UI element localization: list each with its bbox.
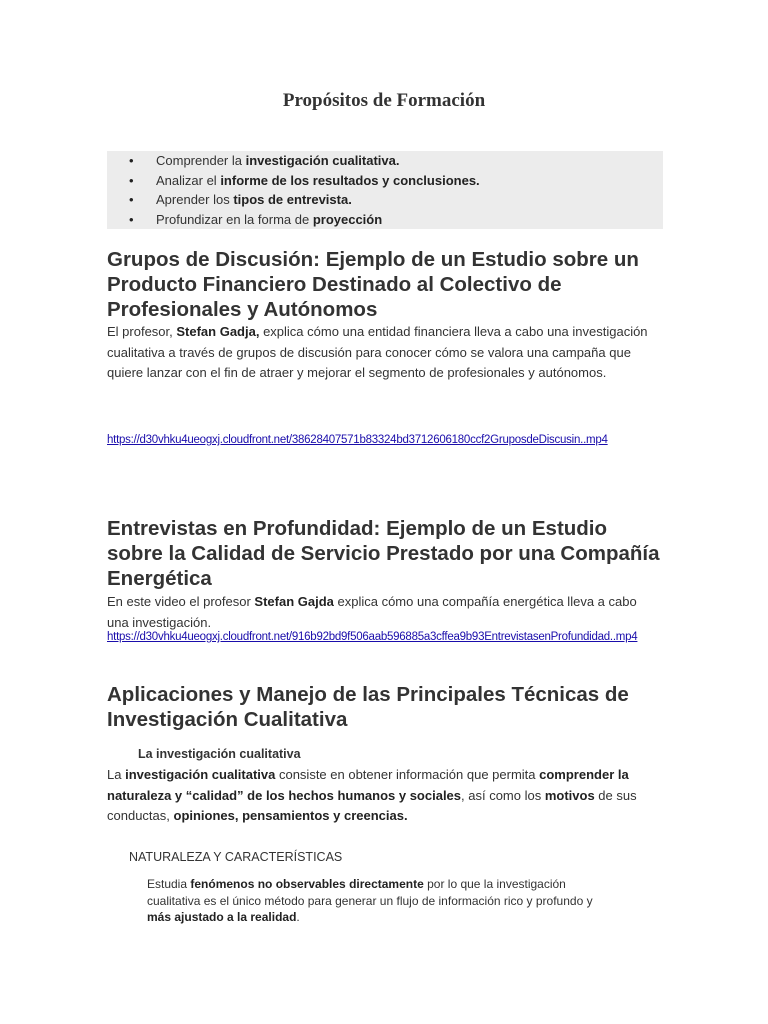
- goal-text: Comprender la: [156, 153, 246, 168]
- paragraph-text: por lo que la investigación cualitativa es el único método para generar un flujo de información rico y profundo y: [147, 877, 593, 908]
- author-name: Stefan Gajda: [254, 594, 334, 609]
- author-name: Stefan Gadja,: [176, 324, 260, 339]
- paragraph-text: , así como los: [461, 787, 545, 803]
- section-paragraph-grupos: [107, 322, 657, 384]
- list-item: [107, 190, 663, 210]
- list-item: [107, 210, 663, 230]
- paragraph-text: Estudia: [147, 877, 191, 891]
- section-heading-grupos: Grupos de Discusión: Ejemplo de un Estudio sobre un Producto Financiero Destinado al Colectivo de Profesionales y Autónomos: [107, 248, 639, 321]
- paragraph-text: El profesor,: [107, 324, 177, 339]
- goal-text: Profundizar en la forma de: [156, 211, 313, 227]
- paragraph-text: La: [107, 767, 126, 782]
- caps-heading-naturaleza: NATURALEZA Y CARACTERÍSTICAS: [129, 850, 343, 864]
- goal-text: Analizar el: [156, 172, 221, 188]
- paragraph-text: explica cómo una compañía energética lleva a cabo una investigación.: [107, 594, 637, 630]
- paragraph-text: consiste en obtener información que permita: [275, 767, 540, 782]
- paragraph-text: explica cómo una entidad financiera lleva a cabo una investigación cualitativa a través de grupos de discusión para conocer cómo se valora una campaña que quiere lanzar con el fin de atraer y mejorar el segmento de profesionales y autónomos.: [107, 324, 648, 380]
- video-link-grupos[interactable]: https://d30vhku4ueogxj.cloudfront.net/38628407571b83324bd3712606180ccf2GruposdeDiscusin..mp4: [107, 434, 608, 446]
- goal-text: Aprender los: [156, 192, 234, 207]
- paragraph-text: En este video el profesor: [107, 594, 255, 609]
- paragraph-bold: comprender la naturaleza y “calidad” de los hechos humanos y sociales: [107, 767, 629, 803]
- paragraph-bold: fenómenos no observables directamente: [190, 877, 424, 891]
- section-paragraph-investigacion: [107, 765, 637, 827]
- page-title: Propósitos de Formación: [282, 90, 486, 111]
- section-heading-entrevistas: Entrevistas en Profundidad: Ejemplo de un Estudio sobre la Calidad de Servicio Prestado por una Compañía Energética: [107, 517, 660, 590]
- paragraph-text: de sus conductas,: [107, 787, 637, 823]
- paragraph-naturaleza: [147, 876, 617, 926]
- list-item: [107, 171, 663, 191]
- paragraph-bold: motivos: [544, 787, 595, 803]
- paragraph-text: .: [296, 910, 300, 924]
- goal-bold: investigación cualitativa.: [245, 153, 400, 168]
- paragraph-bold: investigación cualitativa: [125, 767, 276, 782]
- paragraph-bold: más ajustado a la realidad: [147, 910, 297, 924]
- training-goals-list: [107, 151, 663, 229]
- video-link-entrevistas[interactable]: https://d30vhku4ueogxj.cloudfront.net/916b92bd9f506aab596885a3cffea9b93EntrevistasenProfundidad..mp4: [107, 631, 638, 643]
- paragraph-bold: opiniones, pensamientos y creencias.: [173, 808, 408, 823]
- goal-bold: informe de los resultados y conclusiones.: [220, 172, 480, 188]
- goal-bold: tipos de entrevista.: [233, 192, 352, 207]
- subheading-investigacion: La investigación cualitativa: [138, 747, 301, 761]
- section-heading-aplicaciones: Aplicaciones y Manejo de las Principales Técnicas de Investigación Cualitativa: [107, 683, 629, 731]
- goal-bold: proyección: [312, 211, 383, 227]
- list-item: [107, 151, 663, 171]
